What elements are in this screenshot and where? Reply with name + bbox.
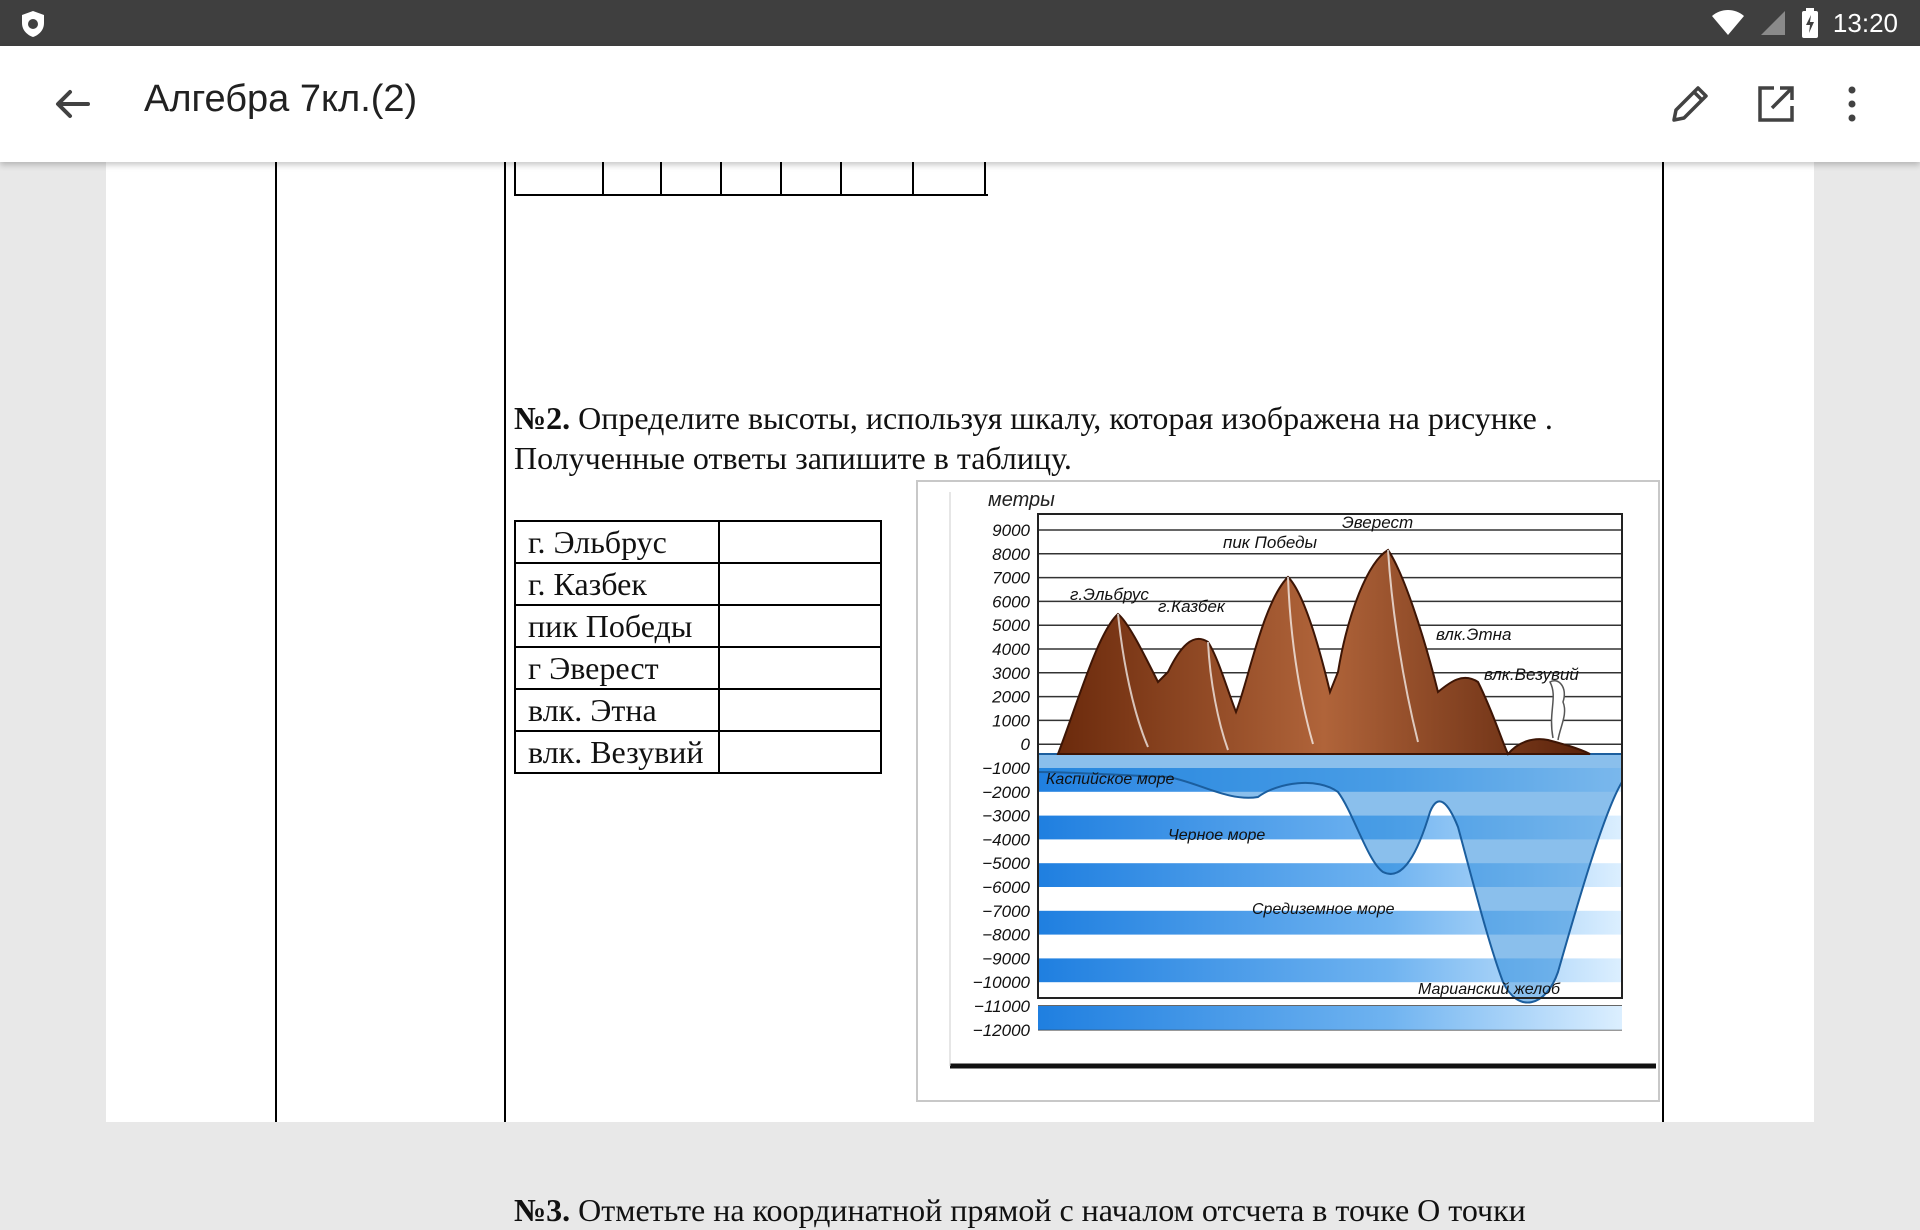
label-elbrus: г.Эльбрус [1070,585,1149,604]
task2-line2: Полученные ответы запишите в таблицу. [514,440,1072,476]
tick-label: −6000 [982,878,1030,897]
task2-line1: Определите высоты, используя шкалу, которая изображена на рисунке . [570,400,1553,436]
tick-label: 4000 [992,640,1030,659]
arrow-left-icon[interactable] [48,80,96,128]
tick-label: 0 [1020,735,1030,755]
status-time: 13:20 [1832,7,1898,38]
table-cell-name: пик Победы [515,605,719,647]
axis-title: метры [988,489,1055,511]
tick-label: −11000 [974,997,1030,1016]
tick-label: −9000 [982,949,1030,969]
heights-table [514,520,882,774]
tick-label: −8000 [982,925,1030,945]
document-page [106,122,1814,1228]
task2-text [514,398,1664,478]
edit-pencil-icon[interactable] [1666,80,1714,128]
task3-line: Отметьте на координатной прямой с началом отсчета в точке О точки [570,1192,1526,1228]
table-cell-value [719,731,881,773]
tick-label: −10000 [972,973,1030,993]
document-title: Алгебра 7кл.(2) [144,78,418,120]
table-cell-value [719,521,881,563]
tick-label: −3000 [982,806,1030,826]
tick-label: −7000 [982,901,1030,921]
wifi-icon [1711,9,1745,37]
app-bar [0,46,1920,162]
open-external-icon[interactable] [1752,80,1800,128]
battery-icon [1801,8,1819,38]
table-cell-name: г. Эльбрус [515,521,719,563]
tick-label: 5000 [992,616,1030,636]
table-cell-name: г. Казбек [515,563,719,605]
table-cell-value [719,605,881,647]
tick-label: 6000 [992,592,1030,612]
table-cell-name: влк. Этна [515,689,719,731]
water-band [1038,1006,1622,1030]
document-viewer[interactable] [0,162,1920,1228]
table-row [515,731,881,773]
task2-number: №2. [514,400,571,436]
table-row [515,521,881,563]
label-kazbek: г.Казбек [1158,597,1225,616]
more-vert-icon[interactable] [1828,80,1876,128]
page-border-right [1662,122,1664,1122]
tick-label: −5000 [982,854,1030,874]
label-etna: влк.Этна [1436,625,1512,644]
table-row [515,647,881,689]
label-pobedy: пик Победы [1223,533,1318,552]
height-scale-figure [916,480,1660,1102]
label-black-sea: Черное море [1168,827,1266,844]
signal-icon [1759,9,1787,37]
tick-label: −12000 [972,1020,1030,1040]
tick-label: 8000 [992,544,1030,564]
table-row [515,605,881,647]
tick-label: 7000 [992,568,1030,588]
label-caspian: Каспийское море [1046,771,1175,788]
tick-label: −4000 [982,830,1030,850]
task3-text [514,1190,1664,1230]
table-cell-value [719,689,881,731]
tick-label: 3000 [992,663,1030,683]
page-border-left [275,122,277,1122]
shield-icon [20,10,46,38]
task3-number: №3. [514,1192,571,1228]
height-scale-illustration [918,482,1658,1100]
table-cell-name: г Эверест [515,647,719,689]
tick-label: −1000 [982,759,1030,778]
table-cell-value [719,563,881,605]
page-border-inner [504,122,506,1122]
tick-label: −2000 [982,782,1030,802]
table-row [515,563,881,605]
table-cell-value [719,647,881,689]
tick-label: 9000 [992,521,1030,540]
label-everest: Эверест [1342,513,1414,532]
label-vesuvius: влк.Везувий [1484,665,1579,684]
label-mediterranean: Средиземное море [1252,901,1395,918]
label-mariana: Марианский желоб [1418,981,1560,998]
tick-label: 1000 [992,711,1030,731]
status-bar [0,0,1920,46]
tick-label: 2000 [992,687,1030,707]
table-cell-name: влк. Везувий [515,731,719,773]
table-row [515,689,881,731]
